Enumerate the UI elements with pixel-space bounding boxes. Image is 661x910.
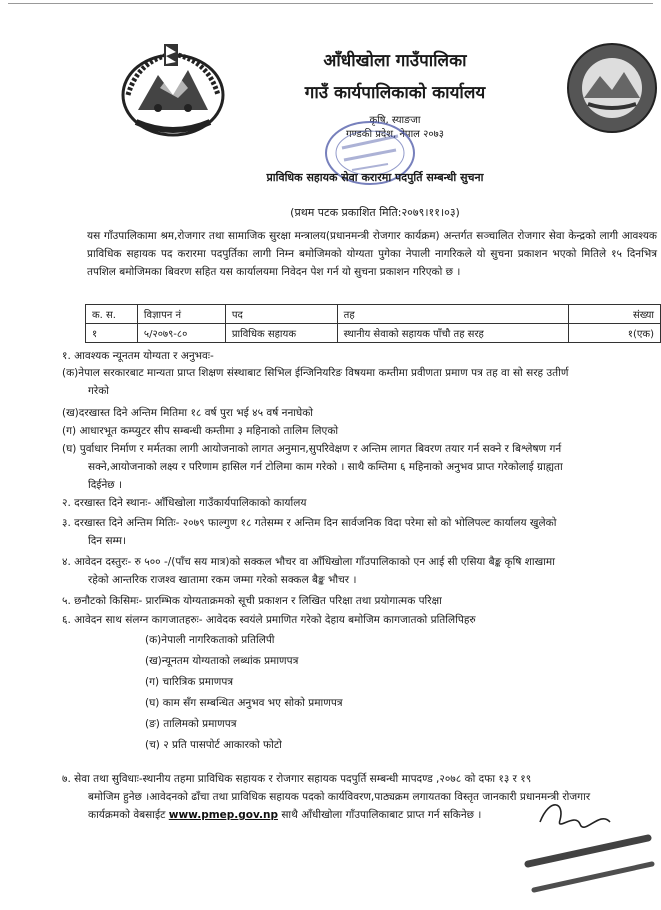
- point-fee-line1: ४. आवेदन दस्तुरः- रु ५०० -/(पाँच सय मात्र)को सक्कल भौचर वा आँधिखोला गाँउपालिकाको एन आई सी एसिया बैङ्क कृषि शाखामा: [62, 556, 555, 568]
- table-header-row: [86, 305, 661, 324]
- cell-post: प्राविधिक सहायक: [225, 324, 337, 343]
- website-link[interactable]: www.pmep.gov.np: [168, 809, 278, 821]
- table-row: [86, 324, 661, 343]
- col-header-ad-number: विज्ञापन नं: [137, 305, 225, 324]
- point-attachments: ६. आवेदन साथ संलग्न कागजातहरुः- आवेदक स्वयंले प्रमाणित गरेको देहाय बमोजिम कागजातको प्रतिलिपिहरु: [62, 614, 476, 626]
- point-deadline-line1: ३. दरखास्त दिने अन्तिम मितिः- २०७९ फाल्गुण १८ गतेसम्म र अन्तिम दिन सार्वजनिक विदा परेमा सो को भोलिपल्ट कार्यालय खुलेको: [62, 517, 557, 529]
- qualification-a-line1: (क)नेपाल सरकारबाट मान्यता प्राप्त शिक्षण संस्थाबाट सिभिल ईन्जिनियरिङ विषयमा कम्तीमा प्रवीणता प्रमाण पत्र तह वा सो सरह उतीर्ण: [62, 367, 569, 379]
- vacancy-table: [85, 304, 661, 343]
- document-item: (क)नेपाली नागरिकताको प्रतिलिपी: [145, 634, 275, 646]
- top-border: [8, 3, 653, 4]
- point-selection: ५. छनौटको किसिमः- प्रारम्भिक योग्यताक्रमको सूची प्रकाशन र लिखित परिक्षा तथा प्रयोगात्मक परिक्षा: [62, 595, 442, 607]
- cell-level: स्थानीय सेवाको सहायक पाँचौ तह सरह: [337, 324, 568, 343]
- col-header-post: पद: [225, 305, 337, 324]
- municipality-name: आँधीखोला गाउँपालिका: [323, 51, 467, 71]
- service-line3-suffix: साथै आँधीखोला गाँउपालिकाबाट प्राप्त गर्न सकिनेछ ।: [281, 809, 482, 821]
- col-header-count: संख्या: [569, 305, 661, 324]
- point-fee-line2: रहेको आन्तरिक राजश्व खातामा रकम जम्मा गरेको सक्कल बैङ्क भौचर ।: [88, 574, 357, 586]
- qualification-heading: १. आवश्यक न्यूनतम योग्यता र अनुभवः-: [62, 350, 214, 362]
- col-header-serial: क. स.: [86, 305, 138, 324]
- point-service-line2: बमोजिम हुनेछ ।आवेदनको ढाँचा तथा प्राविधिक सहायक पदको कार्यविवरण,पाठ्यक्रम लगायतका विस्तृत जानकारी प्रधानमन्त्री रोजगार: [88, 791, 591, 803]
- document-item: (घ) काम सँग सम्बन्धित अनुभव भए सोको प्रमाणपत्र: [145, 697, 343, 709]
- signature-stamp: [520, 792, 660, 902]
- qualification-d-line2: सक्ने,आयोजनाको लक्ष्य र परिणाम हासिल गर्न टोलिमा काम गरेको । साथै कम्तिमा ६ महिनाको अनुभव प्राप्त गरेकोलाई ग्राह्यता: [88, 461, 563, 473]
- office-name: गाउँ कार्यपालिकाको कार्यालय: [304, 83, 486, 103]
- document-item: (ङ) तालिमको प्रमाणपत्र: [145, 718, 237, 730]
- qualification-b: (ख)दरखास्त दिने अन्तिम मितिमा १८ वर्ष पुरा भई ४५ वर्ष ननाघेको: [62, 407, 314, 419]
- point-application-place: २. दरखास्त दिने स्थानः- आँधिखोला गाउँकार्यपालिकाको कार्यालय: [62, 497, 307, 509]
- qualification-d-line3: दिईनेछ ।: [88, 479, 122, 491]
- document-item: (ग) चारित्रिक प्रमाणपत्र: [145, 676, 234, 688]
- notice-intro: यस गाँउपालिकामा श्रम,रोजगार तथा सामाजिक सुरक्षा मन्त्रालय(प्रधानमन्त्री रोजगार कार्यक्रम) अन्तर्गत सञ्चालित रोजगार सेवा केन्द्रको लागी आवश्यक प्राविधिक सहायक पद करारमा पदपुर्तिका लागी निम्न बमोजिमको योग्यता पुगेका नेपाली नागरिकले यो सुचना प्रकाशन भएको मितिले १५ दिनभित्र तपशिल बमोजिमका बिवरण सहित यस कार्यालयमा निवेदन पेश गर्न यो सुचना प्रकाशन गरिएको छ ।: [87, 230, 657, 278]
- point-service-line1: ७. सेवा तथा सुविधाः-स्थानीय तहमा प्राविधिक सहायक र रोजगार सहायक पदपुर्ति सम्बन्धी मापदण्ड ,२०७८ को दफा १३ र १९: [62, 773, 532, 785]
- address-province: गण्डकी प्रदेश, नेपाल: [346, 129, 420, 140]
- col-header-level: तह: [337, 305, 568, 324]
- address-year: २०७३: [423, 129, 444, 140]
- document-item: (ख)न्यूनतम योग्यताको लब्धांक प्रमाणपत्र: [145, 655, 299, 667]
- service-line3-prefix: कार्यक्रमको वेबसाईट: [88, 809, 166, 821]
- cell-serial: १: [86, 324, 138, 343]
- document-item: (च) २ प्रति पासपोर्ट आकारको फोटो: [145, 739, 282, 751]
- address-line-1: कृषि, स्याङजा: [369, 115, 421, 126]
- notice-title: प्राविधिक सहायक सेवा करारमा पदपुर्ति सम्बन्धी सुचना: [266, 171, 484, 184]
- qualification-c: (ग) आधारभूत कम्प्युटर सीप सम्बन्धी कम्तीमा ३ महिनाको तालिम लिएको: [62, 425, 339, 437]
- point-deadline-line2: दिन सम्म।: [88, 535, 126, 547]
- qualification-a-line2: गरेको: [88, 385, 109, 397]
- notice-publish-date: (प्रथम पटक प्रकाशित मिति:२०७९।११।०३): [290, 206, 460, 219]
- cell-ad-number: ५/२०७९-८०: [137, 324, 225, 343]
- nepal-emblem-logo: [118, 40, 228, 140]
- cell-count: १(एक): [569, 324, 661, 343]
- qualification-d-line1: (घ) पुर्वाधार निर्माण र मर्मतका लागी आयोजनाको लागत अनुमान,सुपरिवेक्षण र अन्तिम लागत बिवरण तयार गर्न सक्ने र बिश्लेषण गर्न: [62, 443, 562, 455]
- municipality-logo: [566, 42, 658, 134]
- point-service-line3: [88, 806, 481, 824]
